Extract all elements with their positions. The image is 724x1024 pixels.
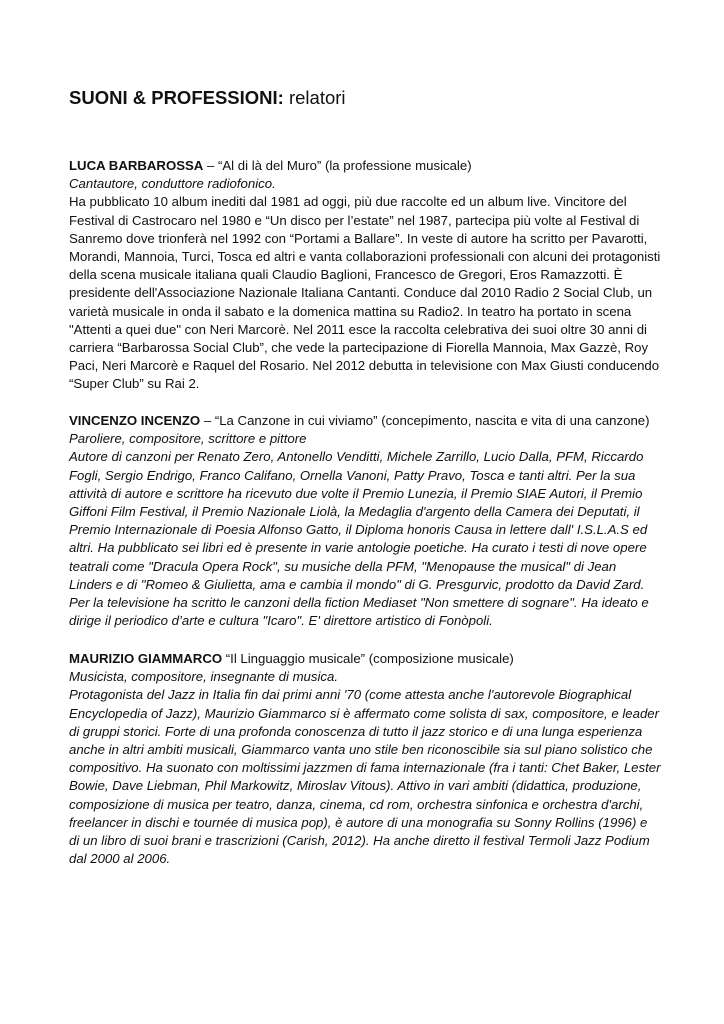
speaker-role: Cantautore, conduttore radiofonico. [69,176,276,192]
speaker-name: VINCENZO INCENZO [69,413,201,428]
speaker-name: MAURIZIO GIAMMARCO [69,651,223,666]
speaker-role: Musicista, compositore, insegnante di musica. [69,669,338,685]
speaker-name: LUCA BARBAROSSA [69,158,204,173]
speaker-heading [69,157,661,175]
page-title-regular: relatori [283,87,346,108]
speaker-topic: “Il Linguaggio musicale” (composizione musicale) [222,651,514,666]
speaker-section [69,412,661,630]
page-title-bold: SUONI & PROFESSIONI: [69,87,284,108]
speaker-section [69,157,661,394]
speaker-bio: Ha pubblicato 10 album inediti dal 1981 ad oggi, più due raccolte ed un album live. Vincitore del Festival di Castrocaro nel 1980 e “Un disco per l’estate” nel 1987, partecipa più volte al Festival di Sanremo dove trionferà nel 1992 con “Portami a Ballare”. In veste di autore ha scritto per Pavarotti, Morandi, Mannoia, Turci, Tosca ed altri e vanta collaborazioni professionali con alcuni dei protagonisti della scena musicale italiana quali Claudio Baglioni, Francesco de Gregori, Eros Ramazzotti. È presidente dell'Associazione Nazionale Italiana Cantanti. Conduce dal 2010 Radio 2 Social Club, un varietà musicale in onda il sabato e la domenica mattina su Radio2. In teatro ha portato in scena "Attenti a quei due" con Neri Marcorè. Nel 2011 esce la raccolta celebrativa dei suoi oltre 30 anni di carriera “Barbarossa Social Club”, che vede la partecipazione di Fiorella Mannoia, Max Gazzè, Roy Paci, Neri Marcorè e Raquel del Rosario. Nel 2012 debutta in televisione con Max Giusti conducendo “Super Club” su Rai 2. [69,194,661,392]
speaker-heading [69,650,661,668]
page-title [69,86,346,110]
speaker-topic: – “La Canzone in cui viviamo” (concepimento, nascita e vita di una canzone) [200,413,650,428]
speaker-section [69,650,661,868]
speaker-heading [69,412,661,430]
speaker-topic: – “Al di là del Muro” (la professione musicale) [203,158,472,173]
speaker-role: Paroliere, compositore, scrittore e pittore [69,431,307,447]
speaker-bio: Protagonista del Jazz in Italia fin dai primi anni '70 (come attesta anche l'autorevole Biographical Encyclopedia of Jazz), Maurizio Giammarco si è affermato come solista di sax, compositore, e leader di gruppi storici. Forte di una profonda conoscenza di tutto il jazz storico e di una lunga esperienza anche in altri ambiti musicali, Giammarco vanta uno stile ben riconoscibile sia sul piano solistico che compositivo. Ha suonato con moltissimi jazzmen di fama internazionale (fra i tanti: Chet Baker, Lester Bowie, Dave Liebman, Phil Markowitz, Miroslav Vitous). Attivo in vari ambiti (didattica, produzione, composizione di musica per teatro, danza, cinema, cd rom, orchestra sinfonica e orchestra d'archi, freelancer in dischi e tournée di musica pop), è autore di una monografia su Sonny Rollins (1996) e di un libro di suoi brani e trascrizioni (Carish, 2012). Ha anche diretto il festival Termoli Jazz Podium dal 2000 al 2006. [69,687,661,867]
speaker-bio: Autore di canzoni per Renato Zero, Antonello Venditti, Michele Zarrillo, Lucio Dalla, PFM, Riccardo Fogli, Sergio Endrigo, Franco Califano, Ornella Vanoni, Patty Pravo, Tosca e tanti altri. Per la sua attività di autore e scrittore ha ricevuto due volte il Premio Lunezia, il Premio SIAE Autori, il Premio Giffoni Film Festival, il Premio Nazionale Liolà, la Medaglia d'argento della Camera dei Deputati, il Premio Internazionale di Poesia Alfonso Gatto, il Diploma honoris Causa in lettere dall' I.S.L.A.S ed altri. Ha pubblicato sei libri ed è presente in varie antologie poetiche. Ha curato i testi di nove opere teatrali come "Dracula Opera Rock", su musiche della PFM, "Menopause the musical" di Jean Linders e di "Romeo & Giulietta, ama e cambia il mondo" di G. Presgurvic, prodotto da David Zard. Per la televisione ha scritto le canzoni della fiction Mediaset "Non smettere di sognare". Ha ideato e dirige il periodico d’arte e cultura "Icaro". E' direttore artistico di Fonòpoli. [69,449,649,629]
